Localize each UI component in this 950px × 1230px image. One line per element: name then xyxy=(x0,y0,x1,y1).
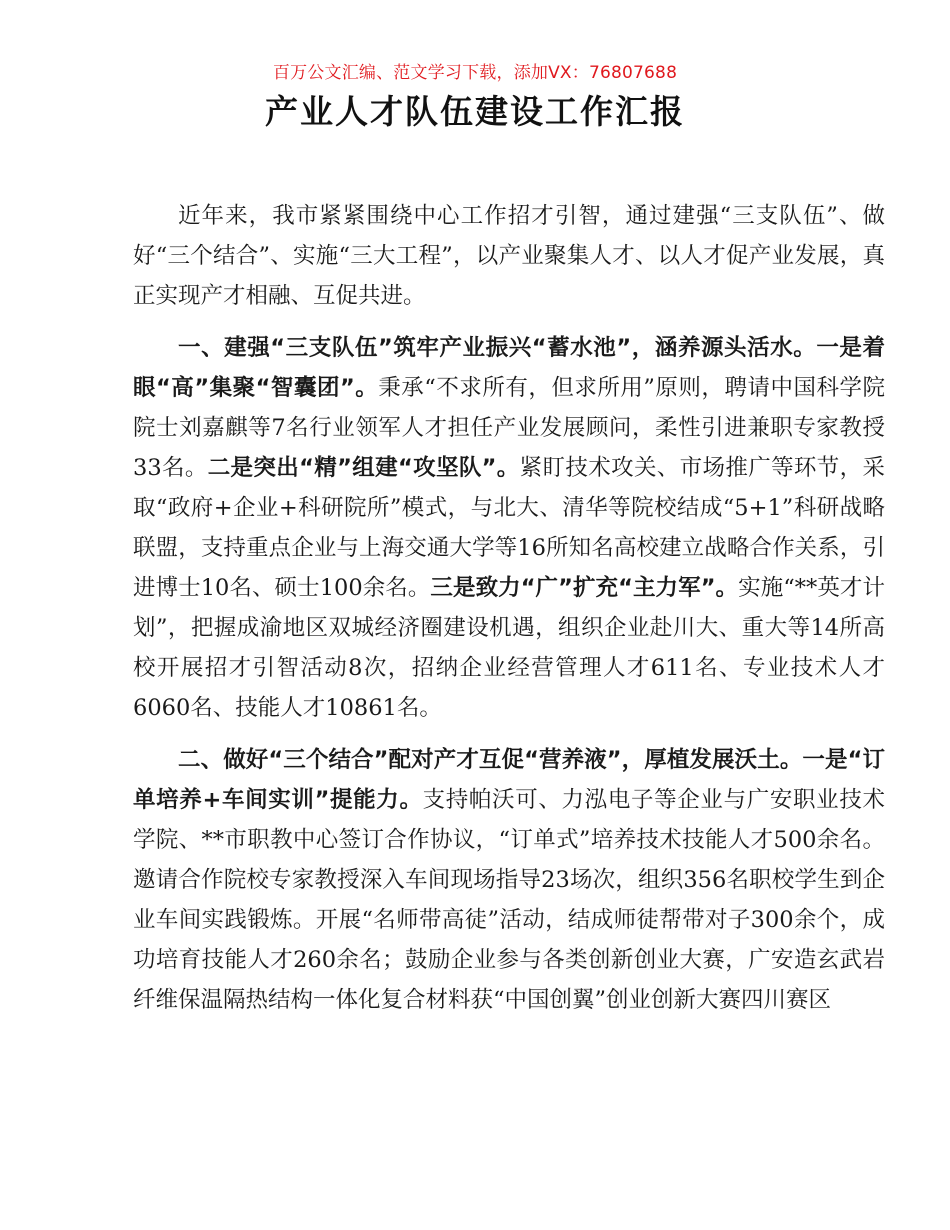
bold-heading-text: 一、建强“三支队伍”筑牢产业振兴“蓄水池”，涵养源头活水。一是着眼“高”集聚“智囊团”。 xyxy=(133,335,885,401)
paragraph-text: 紧盯技术攻关、市场推广等环节，采取“政府+企业+科研院所”模式，与北大、清华等院校结成“5+1”科研战略联盟，支持重点企业与上海交通大学等16所知名高校建立战略合作关系，引进博士10名、硕士100余名。 xyxy=(133,455,885,601)
paragraph-text: 支持帕沃可、力泓电子等企业与广安职业技术学院、**市职教中心签订合作协议，“订单式”培养技术技能人才500余名。邀请合作院校专家教授深入车间现场指导23场次，组织356名职校学生到企业车间实践锻炼。开展“名师带高徒”活动，结成师徒帮带对子300余个，成功培育技能人才260余名；鼓励企业参与各类创新创业大赛，广安造玄武岩纤维保温隔热结构一体化复合材料获“中国创翼”创业创新大赛四川赛区 xyxy=(133,787,885,1013)
paragraph-text: 秉承“不求所有，但求所用”原则，聘请中国科学院院士刘嘉麒等7名行业领军人才担任产业发展顾问，柔性引进兼职专家教授33名。 xyxy=(133,375,885,481)
paragraph-text: 实施“**英才计划”，把握成渝地区双城经济圈建设机遇，组织企业赴川大、重大等14所高校开展招才引智活动8次，招纳企业经营管理人才611名、专业技术人才6060名、技能人才10861名。 xyxy=(133,575,885,721)
watermark-text: 百万公文汇编、范文学习下载，添加VX：76807688 xyxy=(272,63,678,83)
paragraph-text: 近年来，我市紧紧围绕中心工作招才引智，通过建强“三支队伍”、做好“三个结合”、实施“三大工程”，以产业聚集人才、以人才促产业发展，真正实现产才相融、互促共进。 xyxy=(133,203,885,309)
paragraph xyxy=(133,740,885,1020)
paragraph xyxy=(133,328,885,728)
bold-heading-text: 三是致力“广”扩充“主力军”。 xyxy=(430,575,739,601)
paragraph xyxy=(133,196,885,316)
bold-heading-text: 二、做好“三个结合”配对产才互促“营养液”，厚植发展沃土。一是“订单培养+车间实训”提能力。 xyxy=(133,747,885,813)
document-body xyxy=(133,196,885,1032)
bold-heading-text: 二是突出“精”组建“攻坚队”。 xyxy=(207,455,520,481)
document-title: 产业人才队伍建设工作汇报 xyxy=(265,92,685,131)
